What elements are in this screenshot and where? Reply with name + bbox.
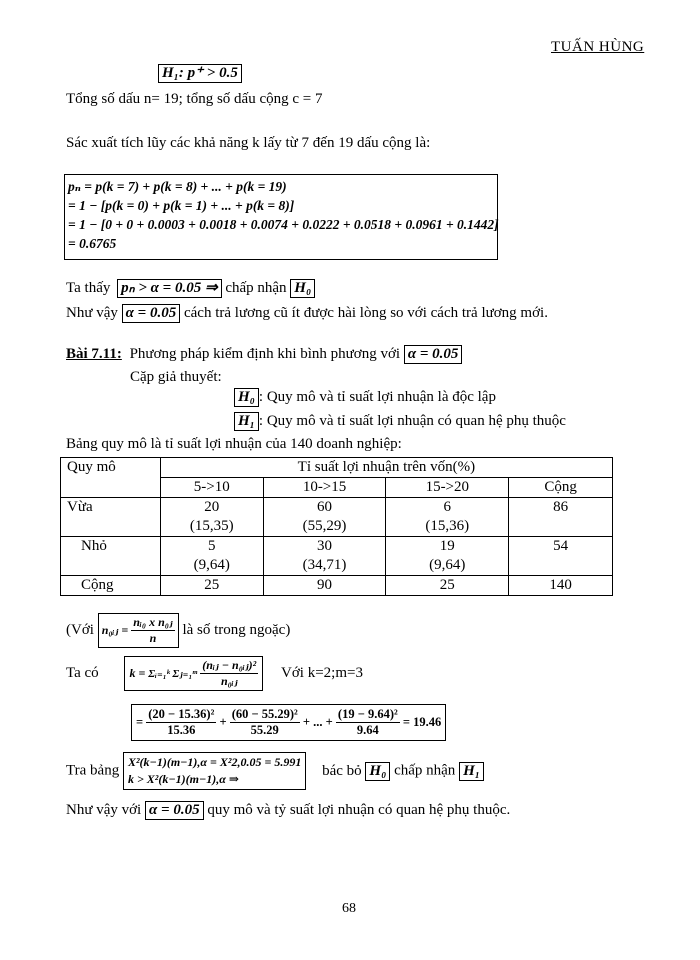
column-header: 5->10	[160, 478, 263, 498]
formula-line-4: = 0.6765	[68, 236, 117, 251]
ta-co-label: Ta có	[66, 665, 99, 681]
h1-hypothesis-symbol: H₁	[234, 412, 259, 431]
expected-numerator: nᵢ₀ x n₀ⱼ	[133, 615, 173, 629]
column-total: 90	[263, 576, 386, 596]
row-label: Vừa	[61, 498, 161, 537]
formula-line-1: pₙ = p(k = 7) + p(k = 8) + ... + p(k = 19)	[68, 179, 287, 194]
final-conclusion: quy mô và tỷ suất lợi nhuận có quan hệ phụ thuộc.	[207, 802, 511, 818]
term-numerator: (60 − 55.29)²	[231, 707, 298, 721]
term-denominator: 9.64	[356, 723, 379, 737]
table-cell: 60 (55,29)	[263, 498, 386, 537]
h0-reject-symbol: H₀	[365, 762, 390, 781]
la-so-label: là số trong ngoặc)	[182, 622, 291, 638]
voi-km-label: Với k=2;m=3	[281, 665, 363, 681]
table-row	[61, 498, 613, 537]
term-numerator: (20 − 15.36)²	[148, 707, 215, 721]
probability-formula-box	[64, 174, 498, 260]
header-author: TUẤN HÙNG	[551, 39, 645, 55]
column-total: 25	[160, 576, 263, 596]
column-header: 10->15	[263, 478, 386, 498]
expected-formula-box	[98, 613, 179, 648]
table-caption: Bảng quy mô là tỉ suất lợi nhuận của 140 doanh nghiệp:	[66, 436, 402, 452]
term-denominator: 55.29	[250, 723, 279, 737]
h0-hypothesis-symbol: H₀	[234, 388, 259, 407]
ta-thay-label: Ta thấy	[66, 280, 111, 296]
exercise-title: Phương pháp kiểm định khi bình phương với	[129, 346, 401, 362]
term-numerator: (19 − 9.64)²	[337, 707, 398, 721]
row-total: 54	[509, 537, 613, 576]
critical-value-line: X²(k−1)(m−1),α = X²2,0.05 = 5.991	[127, 755, 302, 769]
k-lhs: k =	[129, 666, 146, 680]
formula-line-3: = 1 − [0 + 0 + 0.0003 + 0.0018 + 0.0074 + 0.0222 + 0.0518 + 0.0961 + 0.1442]	[68, 217, 499, 232]
calc-result: = 19.46	[402, 715, 442, 729]
table-cell: 6 (15,36)	[386, 498, 509, 537]
table-row	[61, 537, 613, 576]
k-formula-box	[124, 656, 263, 691]
row-label: Nhỏ	[61, 537, 161, 576]
nhu-vay-label: Như vậy	[66, 305, 118, 321]
n0ij-symbol: n₀ᵢⱼ =	[101, 623, 129, 637]
double-sum: Σᵢ₌₁ᵏ Σⱼ₌₁ᵐ	[148, 668, 198, 680]
table-header-row	[61, 458, 613, 478]
reject-condition-line: k > X²(k−1)(m−1),α ⇒	[127, 772, 239, 786]
row-label: Cộng	[61, 576, 161, 596]
k-denominator: n₀ᵢⱼ	[220, 674, 238, 688]
table-cell: 19 (9,64)	[386, 537, 509, 576]
alpha-box: α = 0.05	[122, 304, 181, 323]
row-total: 86	[509, 498, 613, 537]
table-cell: 20 (15,35)	[160, 498, 263, 537]
cumulative-intro: Sác xuất tích lũy các khả năng k lấy từ 7 đến 19 dấu cộng là:	[66, 135, 431, 151]
critical-value-box	[123, 752, 306, 790]
contingency-table	[60, 457, 613, 596]
h0-symbol: H₀	[290, 279, 315, 298]
column-header: 15->20	[386, 478, 509, 498]
column-header: Cộng	[509, 478, 613, 498]
table-group-header: Tỉ suất lợi nhuận trên vốn(%)	[160, 458, 612, 478]
h1-accept-symbol: H₁	[459, 762, 484, 781]
final-prefix: Như vậy với	[66, 802, 142, 818]
h1-hypothesis-text: : Quy mô và tỉ suất lợi nhuận có quan hệ phụ thuộc	[258, 413, 566, 429]
hypothesis-intro: Cặp giả thuyết:	[130, 369, 222, 385]
tra-bang-label: Tra bảng	[66, 762, 120, 779]
bac-bo-label: bác bỏ	[322, 762, 362, 779]
chap-nhan-label: chấp nhận	[394, 762, 456, 779]
sign-counts: Tổng số dấu n= 19; tổng số dấu cộng c = 7	[66, 91, 323, 107]
term-denominator: 15.36	[167, 723, 196, 737]
table-total-row	[61, 576, 613, 596]
page-number: 68	[342, 901, 356, 916]
table-corner: Quy mô	[61, 458, 161, 498]
expected-denominator: n	[149, 631, 157, 645]
k-numerator: (nᵢⱼ − n₀ᵢⱼ)²	[202, 658, 257, 672]
grand-total: 140	[509, 576, 613, 596]
condition-box: pₙ > α = 0.05 ⇒	[117, 279, 221, 298]
table-cell: 30 (34,71)	[263, 537, 386, 576]
exercise-alpha: α = 0.05	[404, 345, 463, 364]
column-total: 25	[386, 576, 509, 596]
h1-hypothesis: H₁: p⁺ > 0.5	[158, 64, 242, 83]
accept-label: chấp nhận	[225, 280, 287, 296]
exercise-label: Bài 7.11:	[66, 346, 122, 362]
conclusion-text: cách trả lương cũ ít được hài lòng so với cách trả lương mới.	[183, 305, 548, 321]
final-alpha-box: α = 0.05	[145, 801, 204, 820]
calc-ellipsis: + ... +	[302, 715, 333, 729]
table-cell: 5 (9,64)	[160, 537, 263, 576]
h0-hypothesis-text: : Quy mô và tỉ suất lợi nhuận là độc lập	[258, 389, 496, 405]
formula-line-2: = 1 − [p(k = 0) + p(k = 1) + ... + p(k = 8)]	[68, 198, 295, 213]
voi-label: (Với	[66, 622, 94, 638]
chi-square-calculation: = $\frac{\text{(20 − 15.36)²}}{15.36}$ + $\frac{\text{(60 − 55.29)²}}{55.29}$ + ... + $\frac{\text{(19 − 9.64)²}}{9.64}$ = 19.46	[131, 704, 446, 741]
